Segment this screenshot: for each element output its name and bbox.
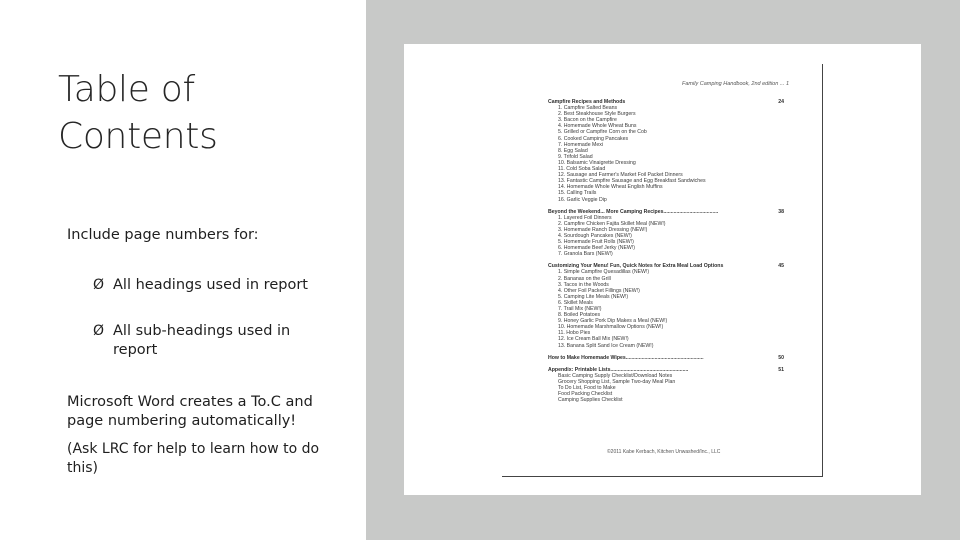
page-header: Family Camping Handbook, 2nd edition ... 1	[682, 81, 790, 87]
toc-item: 5. Grilled or Campfire Corn on the Cob	[558, 129, 647, 136]
toc-item: 7. Trail Mix (NEW!)	[558, 306, 602, 312]
toc-item: 13. Banana Split Sand Ice Cream (NEW!)	[558, 342, 654, 349]
toc-item: 3. Tacos in the Woods	[558, 281, 609, 288]
aside-text: (Ask LRC for help to learn how to do this)	[67, 441, 320, 476]
toc-section-title: Appendix: Printable Lists......................................................	[548, 366, 689, 373]
bullet-item	[93, 322, 323, 360]
bullet-item	[93, 276, 323, 295]
toc-item: 3. Homemade Ranch Dressing (NEW!)	[558, 226, 648, 233]
toc-item: 4. Sourdough Pancakes (NEW!)	[558, 232, 632, 239]
page-footer: ©2011 Kabe Kerbach, Kitchen Unwashed/Inc., LLC	[607, 449, 721, 455]
toc-item: 16. Garlic Veggie Dip	[558, 196, 607, 203]
toc-section-title: Campfire Recipes and Methods	[548, 99, 626, 105]
toc-item: 3. Bacon on the Campfire	[558, 117, 617, 124]
slide-title-line1: Table of	[58, 69, 195, 110]
toc-section-page: 50	[778, 354, 784, 361]
toc-item: 14. Homemade Whole Wheat English Muffins	[558, 184, 663, 191]
toc-item: Grocery Shopping List, Sample Two-day Meal Plan	[558, 378, 676, 385]
toc-item: 15. Calling Trails	[558, 190, 597, 197]
toc-item: 5. Camping Lite Meals (NEW!)	[558, 293, 629, 300]
toc-item: 11. Cold Soba Salad	[558, 166, 606, 173]
toc-item: 5. Homemade Fruit Rolls (NEW!)	[558, 239, 634, 246]
slide-text-panel	[0, 0, 366, 540]
slide-title	[58, 66, 358, 160]
toc-item: 8. Egg Salad	[558, 147, 588, 154]
intro-text: Include page numbers for:	[67, 227, 259, 243]
toc-item: 1. Campfire Salted Beans	[558, 105, 618, 112]
toc-item: 6. Homemade Beef Jerky (NEW!)	[558, 245, 635, 252]
slide-title-line2: Contents	[58, 116, 218, 157]
toc-item: 9. Honey Garlic Pork Dip Makes a Meal (NEW!)	[558, 318, 668, 325]
toc-section-heading	[548, 355, 784, 361]
note-text: Microsoft Word creates a To.C and page numbering automatically!	[67, 394, 313, 429]
toc-item: 1. Layered Foil Dinners	[558, 214, 612, 221]
toc-item: Food Packing Checklist	[558, 391, 613, 398]
bullet-text: All sub-headings used in report	[113, 323, 291, 358]
toc-item: 2. Bananas on the Grill	[558, 275, 611, 282]
toc-item: To Do List, Food to Make	[558, 385, 616, 392]
toc-item: 12. Sausage and Farmer's Market Foil Packet Dinners	[558, 172, 683, 179]
toc-item: 7. Homemade Mexi	[558, 141, 603, 148]
bullet-text: All headings used in report	[113, 277, 308, 293]
toc-item: 1. Simple Campfire Quesadillas (NEW!)	[558, 269, 650, 276]
toc-item: 11. Hobo Pies	[558, 330, 591, 337]
toc-item: 4. Other Foil Packet Fillings (NEW!)	[558, 287, 640, 294]
arrow-bullet-icon: Ø	[93, 277, 105, 293]
toc-item: 2. Best Steakhouse Style Burgers	[558, 111, 636, 118]
toc-section-page: 38	[778, 208, 784, 215]
toc-item: 6. Skillet Meals	[558, 299, 593, 306]
toc-section-page: 51	[778, 366, 784, 373]
toc-item: Basic Camping Supply Checklist/Download Notes	[558, 372, 673, 379]
toc-item: 10. Homemade Marshmallow Options (NEW!)	[558, 324, 664, 331]
document-page	[502, 64, 823, 477]
toc-item: 2. Campfire Chicken Fajita Skillet Meal (NEW!)	[558, 220, 666, 227]
toc-item: 9. Trifold Salad	[558, 153, 593, 160]
arrow-bullet-icon: Ø	[93, 323, 105, 339]
toc-list	[548, 99, 784, 403]
toc-item: 7. Granola Bars (NEW!)	[558, 251, 613, 258]
toc-item: 10. Balsamic Vinaigrette Dressing	[558, 159, 636, 166]
toc-section-title: Customizing Your Menu! Fun, Quick Notes for Extra Meal Load Options	[548, 263, 724, 270]
toc-section-title: Beyond the Weekend... More Camping Recipes......................................	[548, 208, 719, 215]
toc-item: Camping Supplies Checklist	[558, 397, 623, 404]
toc-item: 8. Boiled Potatoes	[558, 312, 601, 319]
toc-item: 12. Ice Cream Ball Mix (NEW!)	[558, 336, 629, 343]
toc-item: 6. Cooked Camping Pancakes	[558, 135, 629, 142]
toc-section-page: 45	[778, 263, 784, 270]
toc-item: 13. Fantastic Campfire Sausage and Egg Breakfast Sandwiches	[558, 178, 706, 185]
toc-section-title: How to Make Homemade Wipes......................................................	[548, 354, 704, 361]
toc-section-page: 24	[778, 99, 784, 105]
toc-item: 4. Homemade Whole Wheat Buns	[558, 123, 637, 130]
